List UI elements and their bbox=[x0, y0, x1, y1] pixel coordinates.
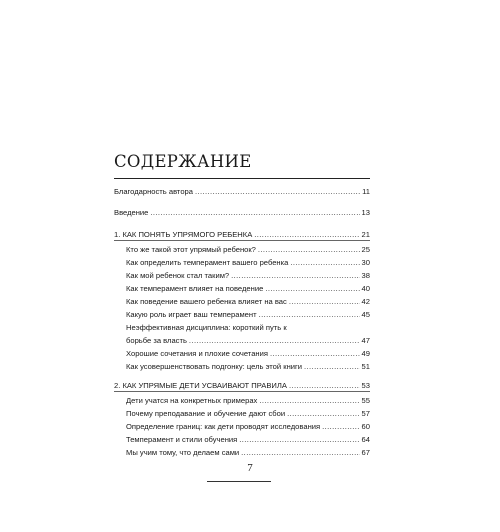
toc-entry-page: 47 bbox=[361, 336, 370, 345]
toc-leader bbox=[259, 395, 359, 407]
toc-entry-label: Определение границ: как дети проводят исследования bbox=[126, 422, 321, 431]
toc-leader bbox=[287, 408, 359, 420]
toc-entry-page: 51 bbox=[361, 362, 370, 371]
toc-entry-label: Какую роль играет ваш темперамент bbox=[126, 310, 257, 319]
toc-entry bbox=[126, 421, 370, 433]
toc-entry-page: 30 bbox=[361, 258, 370, 267]
toc-entry-page: 11 bbox=[362, 187, 370, 196]
toc-entry bbox=[126, 434, 370, 446]
toc-entry-label: Благодарность автора bbox=[114, 187, 193, 196]
toc-leader bbox=[304, 361, 360, 373]
toc-entry-label: 1. КАК ПОНЯТЬ УПРЯМОГО РЕБЕНКА bbox=[114, 230, 253, 239]
toc-entry-label: борьбе за власть bbox=[126, 336, 187, 345]
toc-leader bbox=[265, 283, 359, 295]
toc-entry-page: 21 bbox=[361, 230, 370, 239]
toc-entry-label: Как темперамент влияет на поведение bbox=[126, 284, 264, 293]
toc-entry-page: 53 bbox=[361, 381, 370, 390]
toc-leader bbox=[289, 296, 360, 308]
toc-entry-label: 2. КАК УПРЯМЫЕ ДЕТИ УСВАИВАЮТ ПРАВИЛА bbox=[114, 381, 287, 390]
toc-entry-label: Как мой ребенок стал таким? bbox=[126, 271, 230, 280]
page-title: СОДЕРЖАНИЕ bbox=[114, 152, 252, 171]
chapter-rule bbox=[114, 240, 370, 241]
toc-entry bbox=[126, 361, 370, 373]
toc-entry bbox=[126, 447, 370, 459]
toc-entry-page: 38 bbox=[361, 271, 370, 280]
toc-entry-label: Неэффективная дисциплина: короткий путь к bbox=[126, 323, 287, 332]
toc-entry-label: Кто же такой этот упрямый ребенок? bbox=[126, 245, 256, 254]
toc-leader bbox=[270, 348, 360, 360]
toc-leader bbox=[259, 309, 360, 321]
toc-leader bbox=[290, 257, 359, 269]
toc-leader bbox=[195, 186, 360, 198]
toc-leader bbox=[189, 335, 360, 347]
toc-entry-page: 64 bbox=[361, 435, 370, 444]
toc-entry bbox=[126, 283, 370, 295]
toc-entry-label: Почему преподавание и обучение дают сбои bbox=[126, 409, 286, 418]
chapter-rule bbox=[114, 391, 370, 392]
toc-entry bbox=[126, 408, 370, 420]
toc-entry-page: 49 bbox=[361, 349, 370, 358]
toc-leader bbox=[150, 207, 359, 219]
toc-entry bbox=[126, 309, 370, 321]
toc-entry-label: Хорошие сочетания и плохие сочетания bbox=[126, 349, 268, 358]
toc-leader bbox=[239, 434, 359, 446]
toc-entry bbox=[114, 186, 370, 198]
toc-entry-page: 57 bbox=[361, 409, 370, 418]
toc-leader bbox=[322, 421, 359, 433]
toc-entry bbox=[126, 335, 370, 347]
toc-entry-label: Как поведение вашего ребенка влияет на вас bbox=[126, 297, 287, 306]
toc-leader bbox=[231, 270, 359, 282]
toc-entry-label: Дети учатся на конкретных примерах bbox=[126, 396, 258, 405]
toc-entry bbox=[126, 348, 370, 360]
toc-entry bbox=[126, 296, 370, 308]
toc-entry bbox=[126, 270, 370, 282]
toc-entry bbox=[114, 207, 370, 219]
toc-entry-page: 25 bbox=[361, 245, 370, 254]
toc-entry-label: Темперамент и стили обучения bbox=[126, 435, 238, 444]
page-number: 7 bbox=[247, 462, 253, 474]
toc-entry-page: 67 bbox=[361, 448, 370, 457]
toc-entry-label: Введение bbox=[114, 208, 149, 217]
toc-entry-page: 13 bbox=[361, 208, 370, 217]
toc-leader bbox=[258, 244, 360, 256]
toc-entry bbox=[126, 395, 370, 407]
toc-entry-page: 45 bbox=[361, 310, 370, 319]
toc-entry bbox=[126, 257, 370, 269]
toc-entry-label: Как усовершенствовать подгонку: цель этой книги bbox=[126, 362, 303, 371]
toc-entry-page: 60 bbox=[361, 422, 370, 431]
toc-entry-label: Как определить темперамент вашего ребенка bbox=[126, 258, 289, 267]
toc-entry-page: 42 bbox=[361, 297, 370, 306]
footer-rule bbox=[207, 481, 271, 482]
toc-leader bbox=[241, 447, 359, 459]
toc-entry-page: 40 bbox=[361, 284, 370, 293]
toc-entry-label: Мы учим тому, что делаем сами bbox=[126, 448, 240, 457]
toc-entry bbox=[126, 244, 370, 256]
title-rule bbox=[114, 178, 370, 179]
toc-entry-page: 55 bbox=[361, 396, 370, 405]
